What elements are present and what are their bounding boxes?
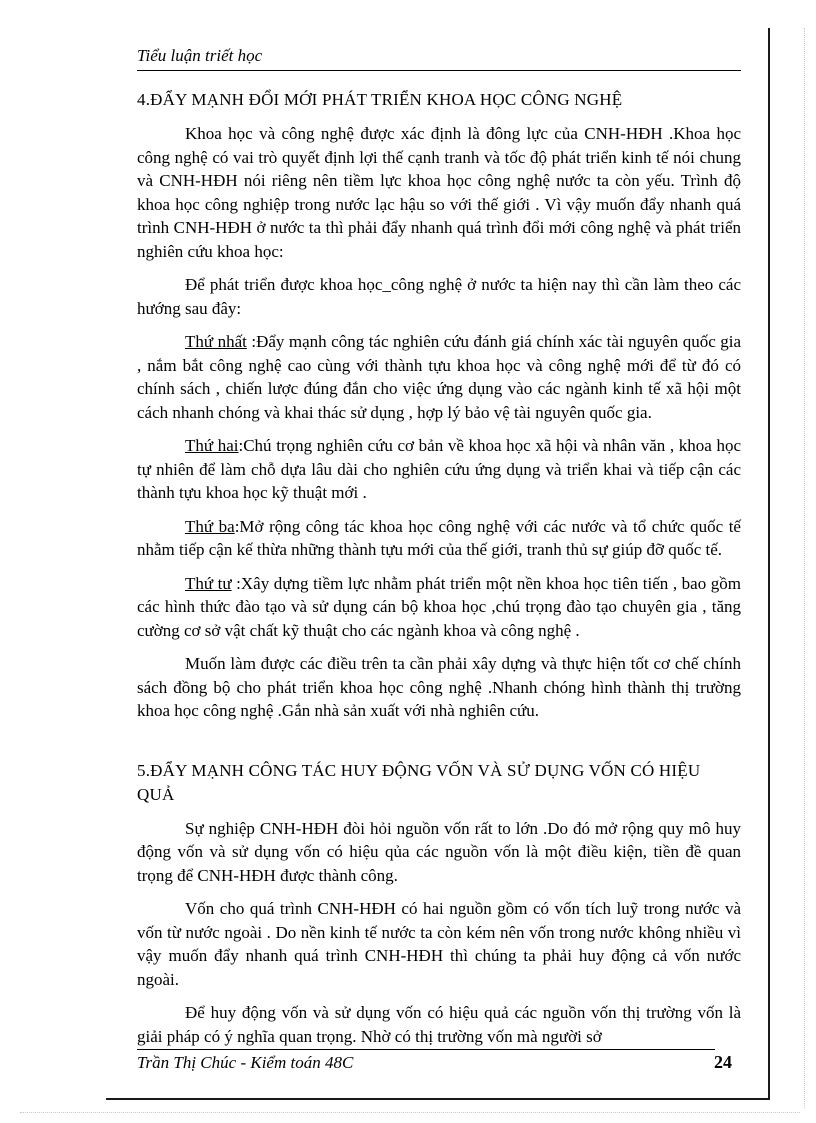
section-5-heading: 5.ĐẨY MẠNH CÔNG TÁC HUY ĐỘNG VỐN VÀ SỬ DỤNG VỐN CÓ HIỆU QUẢ [137, 760, 701, 804]
label-second: Thứ hai [185, 436, 239, 455]
paragraph-first-direction [137, 330, 741, 424]
paragraph: Để phát triển được khoa học_công nghệ ở nước ta hiện nay thì cần làm theo các hướng sau đây: [137, 275, 741, 318]
paragraph: Khoa học và công nghệ được xác định là đông lực của CNH-HĐH .Khoa học công nghệ có vai trò quyết định lợi thế cạnh tranh và tốc độ phát triển kinh tế nói chung và CNH-HĐH nói riêng nên tiềm lực khoa học công nghệ nước ta còn yếu. Trình độ khoa học công nghiệp trong nước lạc hậu so với thế giới . Vì vậy muốn đẩy nhanh quá trình CNH-HĐH ở nước ta thì phải đẩy nhanh quá trình đổi mới công nghệ và phát triển nghiên cứu khoa học: [137, 124, 741, 261]
label-fourth: Thứ tư [185, 573, 232, 593]
paragraph-text: :Chú trọng nghiên cứu cơ bản về khoa học xã hội và nhân văn , khoa học tự nhiên để làm chỗ dựa lâu dài cho nghiên cứu ứng dụng và triển khai và tiếp cận các thành tựu khoa học kỹ thuật mới . [137, 436, 741, 502]
paragraph: Để huy động vốn và sử dụng vốn có hiệu quả các nguồn vốn thị trường vốn là giải pháp có ý nghĩa quan trọng. Nhờ có thị trường vốn mà người sở [137, 1003, 741, 1046]
paragraph-third-direction [137, 515, 741, 562]
section-4-heading: 4.ĐẨY MẠNH ĐỔI MỚI PHÁT TRIỂN KHOA HỌC CÔNG NGHỆ [137, 90, 623, 109]
paragraph-fourth-direction [137, 572, 741, 643]
page-number: 24 [714, 1052, 732, 1072]
footer-rule [137, 1049, 715, 1050]
running-header: Tiểu luận triết học [137, 46, 263, 65]
paragraph: Muốn làm được các điều trên ta cần phải xây dựng và thực hiện tốt cơ chế chính sách đồng bộ cho phát triển khoa học công nghệ .Nhanh chóng hình thành thị trường khoa học công nghệ .Gắn nhà sản xuất với nhà nghiên cứu. [137, 654, 741, 720]
paragraph: Sự nghiệp CNH-HĐH đòi hỏi nguồn vốn rất to lớn .Do đó mở rộng quy mô huy động vốn và sử dụng vốn có hiệu qủa các nguồn vốn là một điều kiện, tiền đề quan trọng để CNH-HĐH được thành công. [137, 818, 741, 885]
paragraph-text: :Mở rộng công tác khoa học công nghệ với các nước và tổ chức quốc tế nhằm tiếp cận kế thừa những thành tựu mới của thế giới, tranh thủ sự giúp đỡ quốc tế. [137, 516, 741, 559]
header-rule [137, 70, 741, 71]
label-first: Thứ nhất [185, 332, 247, 351]
page-edge-dotted-right [804, 28, 805, 1108]
label-third: Thứ ba [185, 516, 235, 536]
paragraph-text: :Xây dựng tiềm lực nhằm phát triển một nền khoa học tiên tiến , bao gồm các hình thức đào tạo và sử dụng cán bộ khoa học ,chú trọng đào tạo chuyên gia , tăng cường cơ sở vật chất kỹ thuật cho các ngành khoa và công nghệ . [137, 573, 741, 640]
paragraph: Vốn cho quá trình CNH-HĐH có hai nguồn gồm có vốn tích luỹ trong nước và vốn từ nước ngoài . Do nền kinh tế nước ta còn kém nên vốn trong nước không nhiều vì vậy muốn đẩy nhanh quá trình CNH-HĐH thì chúng ta phải huy động cả vốn nước ngoài. [137, 899, 741, 989]
paragraph-second-direction [137, 434, 741, 505]
footer-author: Trần Thị Chúc - Kiểm toán 48C [137, 1053, 354, 1072]
page-edge-dotted-bottom [20, 1112, 800, 1113]
page-body [137, 88, 741, 1048]
paragraph-text: :Đẩy mạnh công tác nghiên cứu đánh giá chính xác tài nguyên quốc gia , nắm bắt công nghệ cao cùng với thành tựu khoa học và công nghệ mới để từ đó có chính sách , chiến lược đúng đắn cho việc ứng dụng vào các ngành kinh tế xã hội một cách nhanh chóng và khai thác sử dụng , hợp lý bảo vệ tài nguyên quốc gia. [137, 332, 741, 422]
